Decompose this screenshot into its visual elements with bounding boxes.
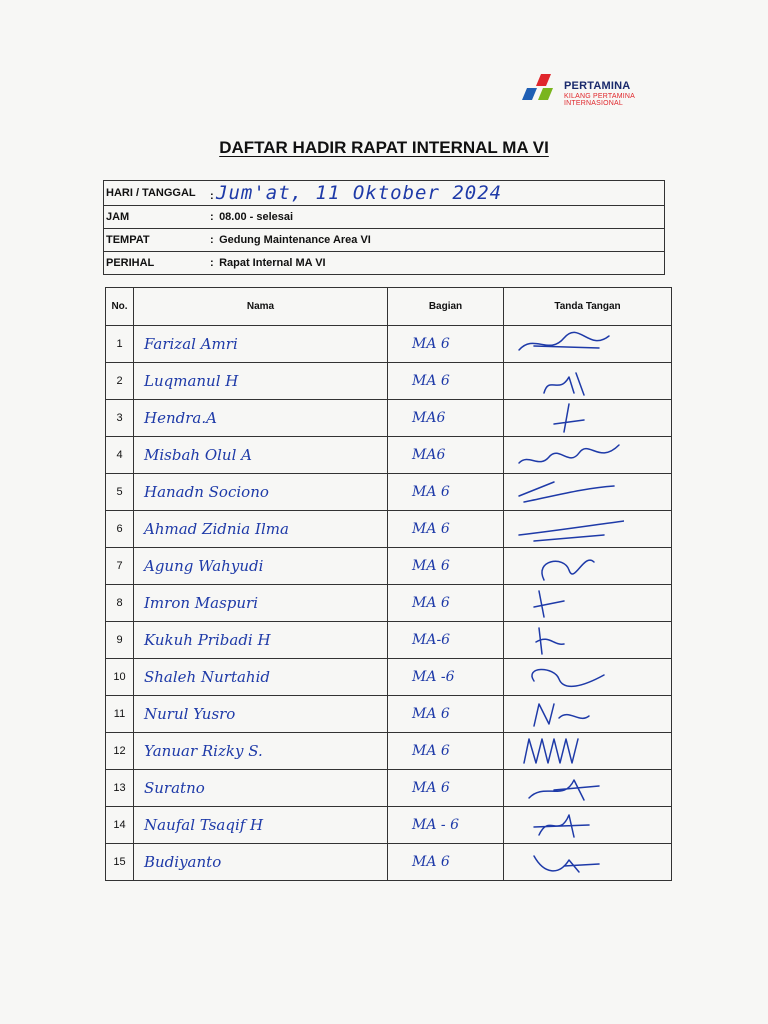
row-number: 8 [106,585,134,622]
info-value: Rapat Internal MA VI [219,257,326,269]
table-row [106,363,672,400]
signature-scribble [514,587,624,619]
meeting-info-table [103,180,665,275]
logo-subtitle: KILANG PERTAMINA INTERNASIONAL [564,93,635,107]
table-row [106,474,672,511]
signature-cell [504,770,672,807]
signature-scribble [514,328,624,360]
signature-scribble [514,809,624,841]
row-number: 9 [106,622,134,659]
attendee-name: Hanadn Sociono [144,483,269,501]
signature-cell [504,844,672,881]
attendee-department: MA -6 [412,669,455,685]
signature-cell [504,585,672,622]
pertamina-logo [521,72,661,112]
signature-scribble [514,402,624,434]
signature-scribble [514,624,624,656]
info-label: HARI / TANGGAL [104,181,211,206]
info-label: TEMPAT [104,229,211,252]
table-row [106,326,672,363]
table-row [106,696,672,733]
signature-scribble [514,439,624,471]
attendee-department: MA6 [412,410,446,426]
table-row [106,770,672,807]
table-row [106,659,672,696]
info-value: Gedung Maintenance Area VI [219,234,371,246]
signature-scribble [514,476,624,508]
signature-cell [504,511,672,548]
signature-cell [504,437,672,474]
attendee-department: MA 6 [412,484,450,500]
table-row [106,622,672,659]
header-no: No. [106,288,134,326]
attendee-department: MA - 6 [412,817,459,833]
attendee-name: Agung Wahyudi [144,557,264,575]
table-row [106,844,672,881]
table-row [106,585,672,622]
attendee-department: MA 6 [412,854,450,870]
attendee-department: MA 6 [412,521,450,537]
row-number: 11 [106,696,134,733]
table-row [106,511,672,548]
signature-scribble [514,513,624,545]
row-number: 5 [106,474,134,511]
info-label: PERIHAL [104,252,211,275]
attendee-name: Misbah Olul A [144,446,252,464]
attendee-name: Suratno [144,779,205,797]
table-row [106,400,672,437]
signature-scribble [514,550,624,582]
info-row-place: TEMPAT : Gedung Maintenance Area VI [104,229,665,252]
table-row [106,548,672,585]
attendee-name: Yanuar Rizky S. [144,742,263,760]
attendee-name: Hendra.A [144,409,217,427]
logo-name: PERTAMINA [564,80,631,92]
attendee-name: Luqmanul H [144,372,239,390]
signature-cell [504,807,672,844]
attendance-table [105,287,672,881]
signature-cell [504,548,672,585]
attendee-name: Shaleh Nurtahid [144,668,270,686]
signature-scribble [514,846,624,878]
header-nama: Nama [134,288,388,326]
header-tanda-tangan: Tanda Tangan [504,288,672,326]
attendee-department: MA 6 [412,780,450,796]
table-row [106,437,672,474]
attendee-department: MA 6 [412,336,450,352]
row-number: 3 [106,400,134,437]
signature-cell [504,400,672,437]
row-number: 2 [106,363,134,400]
signature-cell [504,326,672,363]
attendee-department: MA 6 [412,558,450,574]
signature-cell [504,696,672,733]
attendee-department: MA 6 [412,743,450,759]
info-row-date: HARI / TANGGAL : Jum'at, 11 Oktober 2024 [104,181,665,206]
attendee-department: MA-6 [412,632,451,648]
row-number: 13 [106,770,134,807]
signature-cell [504,363,672,400]
attendee-department: MA 6 [412,373,450,389]
attendee-name: Kukuh Pribadi H [144,631,271,649]
attendee-name: Imron Maspuri [144,594,259,612]
attendance-header-row [106,288,672,326]
row-number: 1 [106,326,134,363]
table-row [106,733,672,770]
attendee-name: Budiyanto [144,853,222,871]
page-title: DAFTAR HADIR RAPAT INTERNAL MA VI [219,138,549,157]
table-row [106,807,672,844]
attendee-name: Farizal Amri [144,335,238,353]
signature-scribble [514,698,624,730]
attendee-department: MA6 [412,447,446,463]
info-label: JAM [104,206,211,229]
header-bagian: Bagian [388,288,504,326]
info-date-value: Jum'at, 11 Oktober 2024 [216,182,503,204]
attendee-name: Naufal Tsaqif H [144,816,264,834]
signature-cell [504,659,672,696]
pertamina-logo-icon [521,72,561,102]
signature-cell [504,474,672,511]
signature-cell [504,733,672,770]
info-row-subject: PERIHAL : Rapat Internal MA VI [104,252,665,275]
row-number: 6 [106,511,134,548]
row-number: 4 [106,437,134,474]
signature-scribble [514,661,624,693]
row-number: 10 [106,659,134,696]
signature-scribble [514,365,624,397]
attendance-rows [106,326,672,881]
attendee-department: MA 6 [412,706,450,722]
row-number: 12 [106,733,134,770]
row-number: 7 [106,548,134,585]
info-row-time: JAM : 08.00 - selesai [104,206,665,229]
info-value: 08.00 - selesai [219,211,294,223]
attendee-department: MA 6 [412,595,450,611]
attendee-name: Nurul Yusro [144,705,236,723]
attendee-name: Ahmad Zidnia Ilma [144,520,289,538]
signature-cell [504,622,672,659]
row-number: 15 [106,844,134,881]
row-number: 14 [106,807,134,844]
signature-scribble [514,772,624,804]
signature-scribble [514,735,624,767]
